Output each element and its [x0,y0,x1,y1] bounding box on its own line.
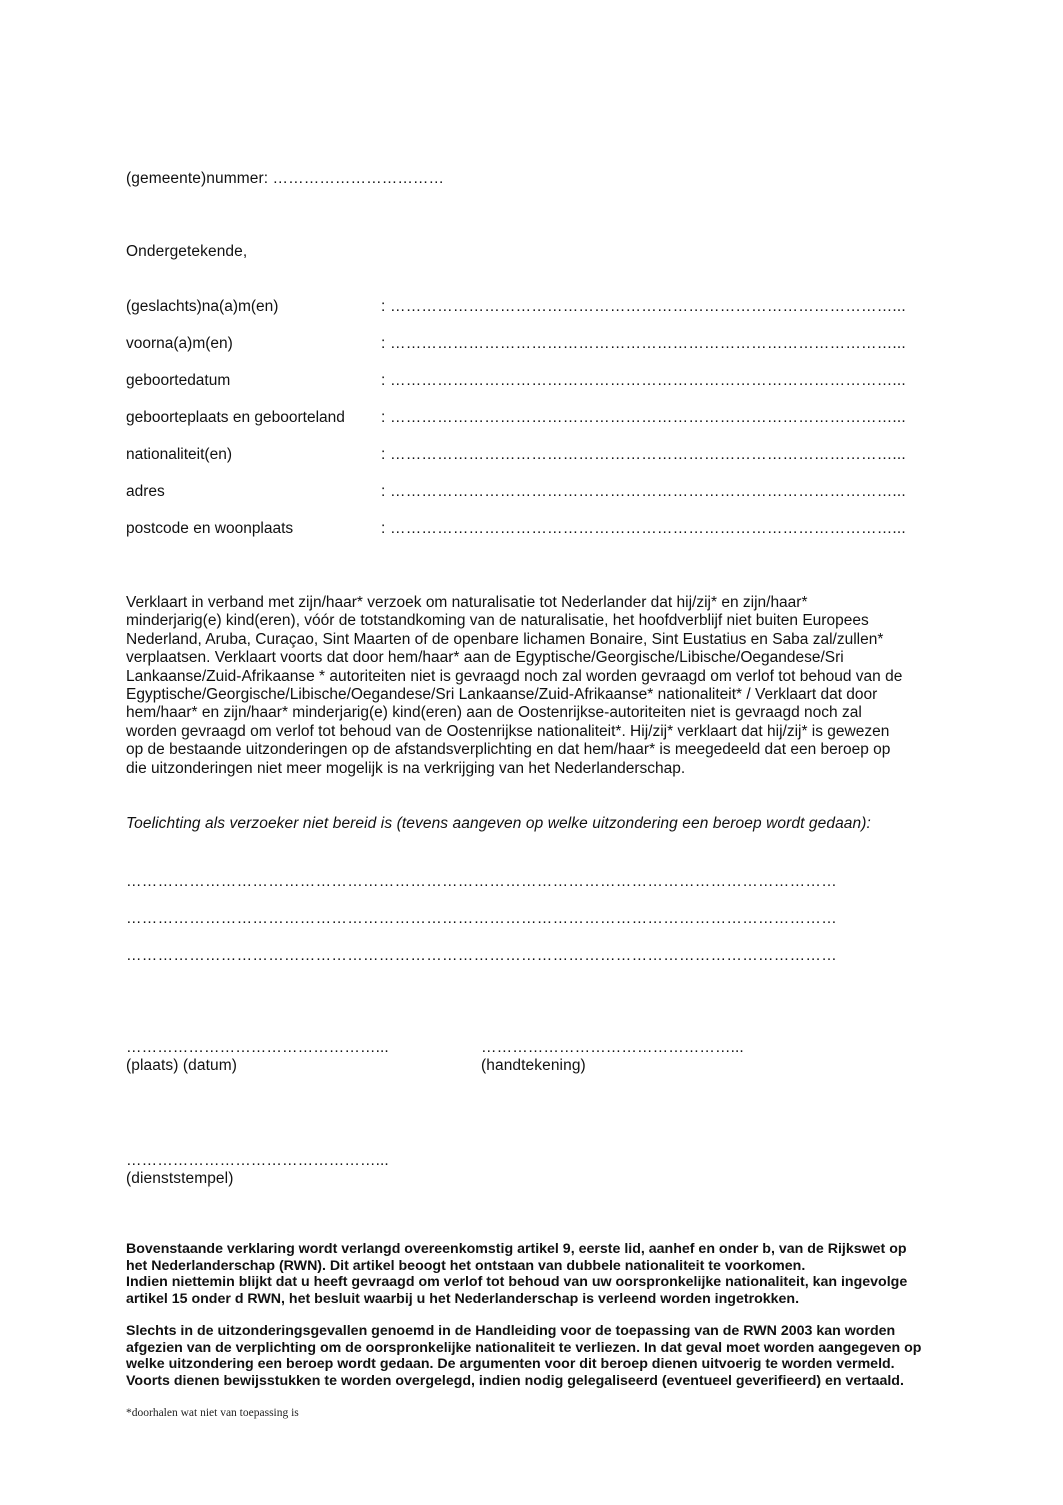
first-names-label: voorna(a)m(en) [126,335,233,352]
place-date-dots: …………………………………………... [126,1039,389,1056]
legal-note-paragraph-2 [126,1323,946,1389]
signature-label: (handtekening) [481,1057,586,1074]
place-date-label: (plaats) (datum) [126,1057,237,1074]
legal-note-line: Indien niettemin blijkt dat u heeft gevraagd om verlof tot behoud van uw oorspronkelijke nationaliteit, kan ingevolge [126,1274,908,1291]
declaration-line: Verklaart in verband met zijn/haar* verzoek om naturalisatie tot Nederlander dat hij/zij* en zijn/haar* [126,594,808,611]
legal-note-line: het Nederlanderschap (RWN). Dit artikel beoogt het ontstaan van dubbele nationaliteit te voorkomen. [126,1257,806,1274]
declaration-line: hem/haar* en zijn/haar* minderjarig(e) kind(eren) aan de Oostenrijkse-autoriteiten niet is gevraagd noch zal [126,704,862,722]
legal-note-line: Voorts dienen bewijsstukken te worden overgelegd, indien nodig gelegaliseerd (eventueel geverifieerd) en vertaald. [126,1372,904,1389]
declaration-line: Lankaanse/Zuid-Afrikaanse * autoriteiten niet is gevraagd noch zal worden gevraagd om verlof tot behoud van de [126,667,903,685]
signature-dots: …………………………………………... [481,1039,744,1056]
surname-label: (geslachts)na(a)m(en) [126,298,279,315]
declaration-line: minderjarig(e) kind(eren), vóór de totstandkoming van de naturalisatie, het hoofdverblijf niet buiten Europees [126,612,869,630]
declaration-line: verplaatsen. Verklaart voorts dat door hem/haar* aan de Egyptische/Georgische/Libische/Oegandese/Sri [126,649,844,667]
explanation-line: ……………………………………………………………………………………………………………………… [126,910,837,927]
legal-note-paragraph-1 [126,1241,946,1307]
first-names-field: : ……………………………………………………………………………………... [381,335,906,352]
surname-field: : ……………………………………………………………………………………... [381,298,906,315]
municipality-number-field: (gemeente)nummer: …………………………… [126,170,445,187]
birth-place-field: : ……………………………………………………………………………………... [381,409,906,426]
declaration-line: die uitzonderingen niet meer mogelijk is na verkrijging van het Nederlanderschap. [126,759,686,777]
explanation-line: ……………………………………………………………………………………………………………………… [126,947,837,964]
declaration-line: Nederland, Aruba, Curaçao, Sint Maarten of de openbare lichamen Bonaire, Sint Eustatius en Saba zal/zullen* [126,630,884,648]
legal-note-line: Bovenstaande verklaring wordt verlangd overeenkomstig artikel 9, eerste lid, aanhef en onder b, van de Rijkswet op [126,1241,907,1257]
legal-note-line: afgezien van de verplichting om de oorspronkelijke nationaliteit te verliezen. In dat geval moet worden aangegeven op [126,1339,922,1356]
legal-note-line: artikel 15 onder d RWN, het besluit waarbij u het Nederlanderschap is verleend worden ingetrokken. [126,1290,800,1307]
salutation: Ondergetekende, [126,243,248,260]
explanation-line: ……………………………………………………………………………………………………………………… [126,873,837,890]
postcode-city-field: : ……………………………………………………………………………………... [381,520,906,537]
postcode-city-label: postcode en woonplaats [126,520,294,537]
footnote: *doorhalen wat niet van toepassing is [126,1407,299,1419]
birth-date-label: geboortedatum [126,372,231,389]
explanation-prompt: Toelichting als verzoeker niet bereid is (tevens aangeven op welke uitzondering een beroep wordt gedaan): [126,815,871,832]
stamp-label: (dienststempel) [126,1170,234,1187]
birth-place-label: geboorteplaats en geboorteland [126,409,345,426]
stamp-dots: …………………………………………... [126,1152,389,1169]
declaration-paragraph [126,594,946,778]
legal-note-line: Slechts in de uitzonderingsgevallen genoemd in de Handleiding voor de toepassing van de RWN 2003 kan worden [126,1323,896,1339]
declaration-line: op de bestaande uitzonderingen op de afstandsverplichting en dat hem/haar* is meegedeeld dat een beroep op [126,741,891,759]
address-field: : ……………………………………………………………………………………... [381,483,906,500]
birth-date-field: : ……………………………………………………………………………………... [381,372,906,389]
nationality-label: nationaliteit(en) [126,446,232,463]
nationality-field: : ……………………………………………………………………………………... [381,446,906,463]
address-label: adres [126,483,165,500]
declaration-line: Egyptische/Georgische/Libische/Oegandese/Sri Lankaanse/Zuid-Afrikaanse* nationaliteit* / Verklaart dat door [126,686,878,704]
legal-note-line: welke uitzondering een beroep wordt gedaan. De argumenten voor dit beroep dienen uitvoerig te worden vermeld. [126,1356,895,1373]
declaration-line: worden gevraagd om verlof tot behoud van de Oostenrijkse nationaliteit*. Hij/zij* verklaart dat hij/zij* is gewezen [126,722,890,740]
